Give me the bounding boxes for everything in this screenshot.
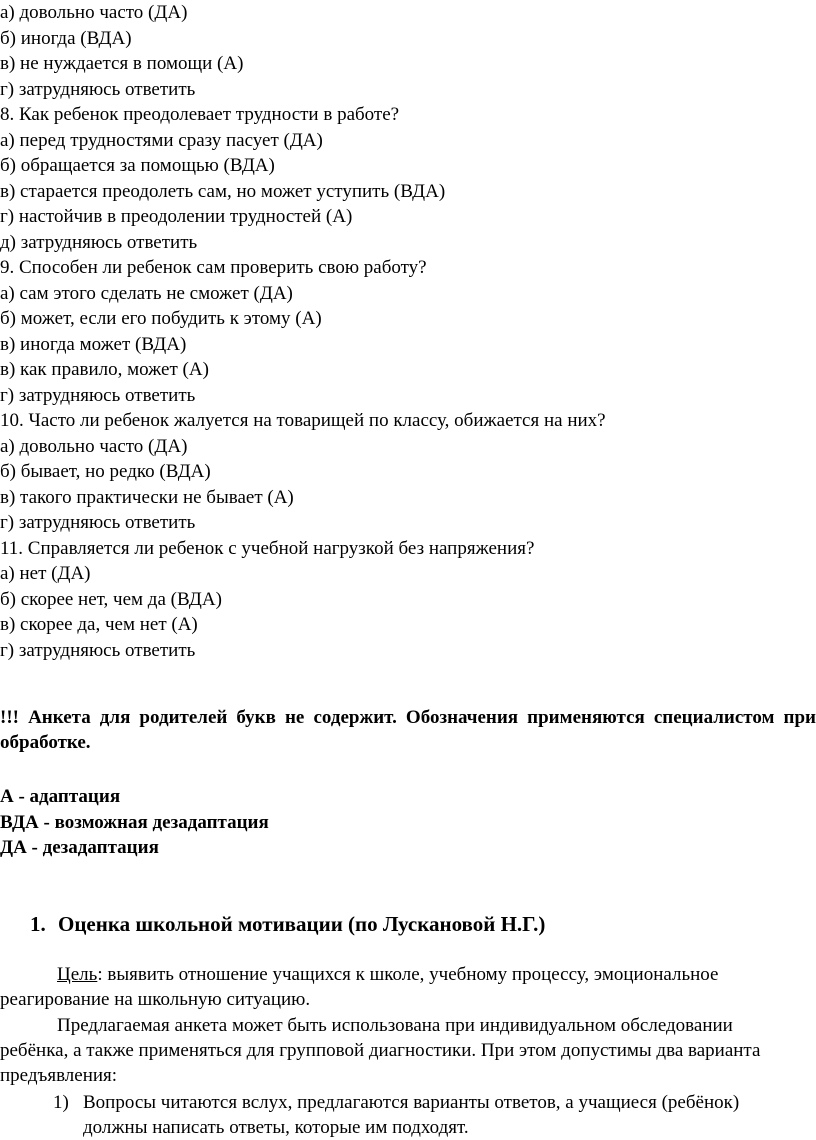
section-heading	[30, 909, 545, 939]
answer-line: а) довольно часто (ДА)	[0, 435, 188, 457]
answer-line: в) скорее да, чем нет (А)	[0, 614, 198, 635]
goal-paragraph	[0, 962, 790, 1012]
question-line: 11. Справляется ли ребенок с учебной нагрузкой без напряжения?	[0, 537, 535, 559]
section-number: 1.	[30, 912, 46, 936]
list-item-text: Вопросы читаются вслух, предлагаются варианты ответов, а учащиеся (ребёнок) должны написать ответы, которые им подходят.	[83, 1092, 740, 1138]
answer-line: в) не нуждается в помощи (А)	[0, 53, 244, 74]
list-item-marker: 1)	[53, 1092, 69, 1113]
answer-line: а) сам этого сделать не сможет (ДА)	[0, 282, 293, 304]
answer-line: а) нет (ДА)	[0, 563, 91, 584]
question-line: 9. Способен ли ребенок сам проверить свою работу?	[0, 257, 427, 278]
notice-paragraph: !!! Анкета для родителей букв не содержит. Обозначения применяются специалистом при обработке.	[0, 707, 816, 753]
description-paragraph	[0, 1013, 790, 1088]
legend-line: А - адаптация	[0, 786, 121, 807]
answer-line: в) иногда может (ВДА)	[0, 333, 187, 355]
answer-line: б) бывает, но редко (ВДА)	[0, 461, 211, 482]
question-line: 8. Как ребенок преодолевает трудности в работе?	[0, 104, 400, 125]
answer-line: в) старается преодолеть сам, но может уступить (ВДА)	[0, 180, 446, 202]
answer-line: б) скорее нет, чем да (ВДА)	[0, 588, 222, 610]
answer-line: д) затрудняюсь ответить	[0, 231, 198, 253]
list-item	[53, 1090, 793, 1140]
goal-text: : выявить отношение учащихся к школе, учебному процессу, эмоциональное реагирование на школьную ситуацию.	[0, 964, 719, 1010]
description-text: Предлагаемая анкета может быть использована при индивидуальном обследовании ребёнка, а также применяться для групповой диагностики. При этом допустимы два варианта предъявления:	[0, 1015, 761, 1086]
answer-line: в) такого практически не бывает (А)	[0, 486, 294, 508]
answer-line: г) затрудняюсь ответить	[0, 78, 196, 100]
answer-line: г) затрудняюсь ответить	[0, 639, 196, 661]
goal-label: Цель	[57, 964, 98, 985]
answer-line: г) настойчив в преодолении трудностей (А)	[0, 206, 353, 227]
answer-line: б) может, если его побудить к этому (А)	[0, 308, 322, 329]
question-line: 10. Часто ли ребенок жалуется на товарищей по классу, обижается на них?	[0, 410, 606, 431]
legend-line: ВДА - возможная дезадаптация	[0, 811, 269, 833]
legend-line: ДА - дезадаптация	[0, 837, 159, 858]
answer-line: г) затрудняюсь ответить	[0, 384, 196, 406]
answer-line: б) обращается за помощью (ВДА)	[0, 155, 275, 176]
answer-line: а) перед трудностями сразу пасует (ДА)	[0, 129, 323, 151]
answer-line: а) довольно часто (ДА)	[0, 2, 188, 23]
answer-line: б) иногда (ВДА)	[0, 27, 132, 49]
answer-line: г) затрудняюсь ответить	[0, 512, 196, 533]
answer-line: в) как правило, может (А)	[0, 359, 209, 380]
section-title: Оценка школьной мотивации (по Лускановой Н.Г.)	[58, 912, 546, 936]
